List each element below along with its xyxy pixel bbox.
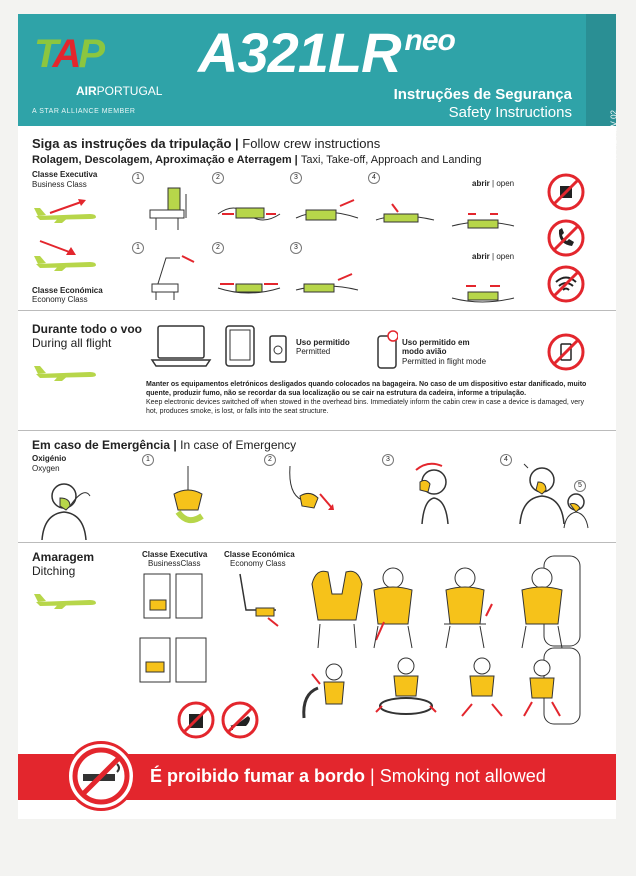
person-vest-on-icon — [362, 564, 424, 650]
takeoff-arrow-icon — [48, 197, 88, 215]
flight-title-en: During all flight — [32, 336, 112, 350]
step-number: 3 — [382, 454, 394, 466]
crew-section-title: Siga as instruções da tripulação | Follow crew instructions — [32, 136, 381, 151]
ditching-economy-label: Classe Económica — [224, 550, 295, 559]
seatbelt-release-icon — [370, 184, 440, 236]
economy-class-label-en: Economy Class — [32, 295, 88, 304]
seat-tray-icon — [142, 250, 212, 302]
plane-icon — [32, 362, 98, 382]
revision-label: Nº.41 REV 02 — [610, 110, 619, 160]
section-divider — [18, 310, 616, 311]
person-with-oxygen-mask-icon — [36, 476, 106, 542]
no-smoking-icon — [66, 741, 136, 811]
no-wifi-icon — [546, 264, 586, 304]
seatbelt-fasten-icon — [214, 254, 284, 306]
business-class-label-en: Business Class — [32, 180, 87, 189]
step-number: 2 — [212, 242, 224, 254]
flightmode-label-pt: Uso permitido em modo avião — [402, 338, 470, 356]
no-bag-icon — [176, 700, 216, 740]
ditching-economy-label-en: Economy Class — [230, 559, 286, 568]
seatbelt-tighten-icon — [292, 254, 362, 306]
oxygen-label-en: Oxygen — [32, 464, 60, 473]
section-divider — [18, 430, 616, 431]
laptop-icon — [150, 324, 212, 370]
child-vest-strap-icon — [448, 654, 516, 724]
safety-card — [18, 14, 619, 819]
open-label: abrir | open — [472, 252, 515, 261]
airline-name: AIRPORTUGAL — [76, 84, 163, 98]
step-number: 4 — [368, 172, 380, 184]
seatbelt-fasten-icon — [214, 184, 284, 236]
section-divider — [18, 542, 616, 543]
crew-section-subtitle: Rolagem, Descolagem, Aproximação e Aterragem | Taxi, Take-off, Approach and Landing — [32, 154, 482, 166]
person-tighten-vest-icon — [434, 564, 496, 650]
step-number: 2 — [212, 172, 224, 184]
no-heels-icon — [220, 700, 260, 740]
life-vest-icon — [306, 564, 368, 650]
flightmode-label-en: Permitted in flight mode — [402, 357, 487, 366]
no-phone-icon — [546, 218, 586, 258]
ditching-title-en: Ditching — [32, 564, 76, 578]
emergency-title: Em caso de Emergência | In case of Emergency — [32, 438, 297, 452]
seat-upright-icon — [142, 180, 212, 232]
no-device-in-seat-icon — [546, 332, 586, 372]
notice-en: Keep electronic devices switched off when stowed in the overhead bins. Immediately inform the cabin crew in case a device is damaged, very hot, produces smoke, is lost, or falls into the seat structure. — [146, 399, 584, 415]
star-alliance-label: A STAR ALLIANCE MEMBER — [32, 108, 136, 115]
business-seat-vest-location-icon — [136, 570, 216, 690]
oxygen-label-pt: Oxigénio — [32, 454, 67, 463]
adult-helping-child-vest-icon — [298, 654, 362, 724]
economy-class-label-pt: Classe Económica — [32, 286, 103, 295]
electronics-notice — [146, 380, 596, 416]
permitted-label-en: Permitted — [296, 347, 331, 356]
infant-vest-icon — [514, 646, 584, 728]
title-pt: Instruções de Segurança — [393, 86, 572, 103]
place-mask-icon — [398, 460, 468, 526]
ditching-title-pt: Amaragem — [32, 550, 95, 564]
no-charger-icon — [546, 172, 586, 212]
step-number: 2 — [264, 454, 276, 466]
seatbelt-open-icon — [448, 262, 518, 314]
logo-text: TAP — [34, 32, 103, 76]
tap-logo — [28, 26, 188, 116]
oxygen-mask-drop-icon — [158, 464, 218, 528]
help-child-mask-icon — [558, 490, 594, 530]
ditching-business-label: Classe Executiva — [142, 550, 208, 559]
step-number: 1 — [142, 454, 154, 466]
step-number: 3 — [290, 172, 302, 184]
aircraft-model: A321LR $^{neo}$ — [198, 21, 455, 84]
step-number: 3 — [290, 242, 302, 254]
seatbelt-tighten-icon — [292, 184, 362, 236]
no-smoking-text: É proibido fumar a bordo | Smoking not allowed — [150, 766, 546, 786]
child-vest-inflate-icon — [372, 654, 440, 724]
step-number: 1 — [132, 172, 144, 184]
economy-seat-vest-location-icon — [232, 570, 288, 632]
seatbelt-open-icon — [448, 190, 518, 242]
step-number: 4 — [500, 454, 512, 466]
business-class-label-pt: Classe Executiva — [32, 170, 98, 179]
title-en: Safety Instructions — [448, 104, 572, 121]
plane-icon — [32, 590, 98, 610]
person-inflate-vest-icon — [510, 554, 582, 650]
permitted-label-pt: Uso permitido — [296, 338, 350, 347]
step-number: 5 — [574, 480, 586, 492]
pull-mask-icon — [280, 464, 350, 524]
plane-icon — [32, 252, 98, 272]
phone-icon — [376, 330, 398, 370]
notice-pt: Manter os equipamentos eletrónicos desligados quando colocados na bagageira. No caso de um dispositivo estar danificado, muito quente, produzir fumo, não se recordar da sua localização ou se cair na estrutura da cadeira, informe a tripulação. — [146, 381, 587, 397]
tablet-icon — [224, 324, 256, 370]
open-label: abrir | open — [472, 179, 515, 188]
ditching-business-label-en: BusinessClass — [148, 559, 201, 568]
flight-title-pt: Durante todo o voo — [32, 322, 142, 336]
step-number: 1 — [132, 242, 144, 254]
device-in-pocket-icon — [268, 332, 288, 366]
